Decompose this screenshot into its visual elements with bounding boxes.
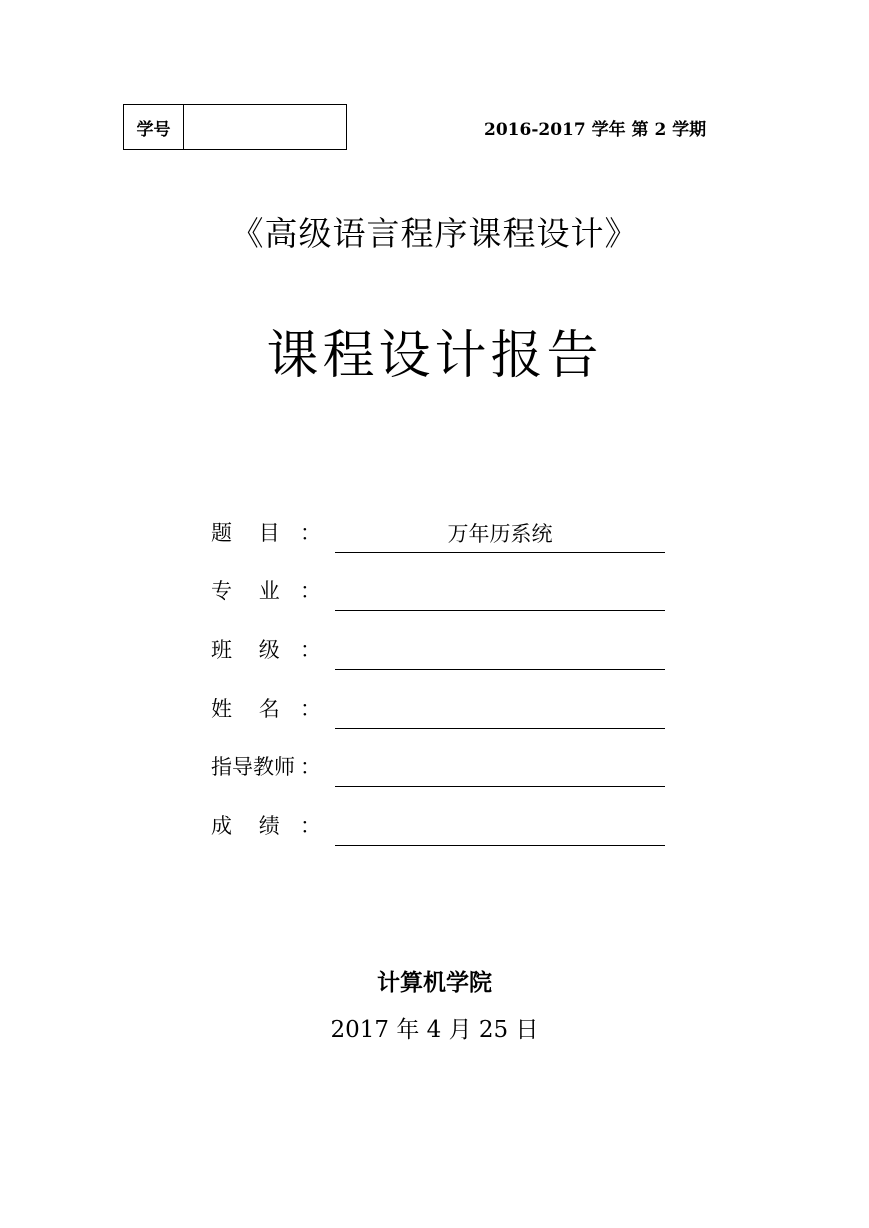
major-field[interactable]: [335, 574, 665, 611]
college-name: 计算机学院: [377, 970, 492, 996]
field-row-class: [211, 630, 665, 670]
academic-term: 2016-2017 学年 第 2 学期: [484, 120, 707, 140]
field-label-name: [211, 693, 321, 723]
field-row-grade: [211, 806, 665, 846]
field-row-advisor: [211, 747, 665, 787]
field-colon: ：: [300, 638, 321, 662]
field-label-text: 班 级: [211, 638, 280, 662]
field-label-text: 专 业: [211, 579, 280, 603]
field-label-topic: [211, 517, 321, 547]
field-label-text: 姓 名: [211, 697, 280, 721]
report-title: 课程设计报告: [266, 326, 603, 386]
student-id-field[interactable]: [184, 105, 346, 149]
field-label-major: [211, 575, 321, 605]
class-field[interactable]: [335, 633, 665, 670]
field-colon: ：: [300, 697, 321, 721]
field-row-major: [211, 571, 665, 611]
student-id-box: [123, 104, 347, 150]
field-label-class: [211, 634, 321, 664]
field-label-grade: [211, 810, 321, 840]
field-colon: ：: [300, 579, 321, 603]
topic-field[interactable]: 万年历系统: [335, 516, 665, 553]
course-title: 《高级语言程序课程设计》: [230, 214, 639, 253]
field-colon: ：: [300, 755, 321, 779]
field-row-topic: [211, 513, 665, 553]
grade-field[interactable]: [335, 809, 665, 846]
field-label-advisor: [211, 751, 321, 781]
field-label-text: 指导教师: [211, 755, 295, 779]
student-id-label: 学号: [124, 105, 184, 149]
field-label-text: 题 目: [211, 521, 280, 545]
field-colon: ：: [300, 814, 321, 838]
name-field[interactable]: [335, 692, 665, 729]
field-label-text: 成 绩: [211, 814, 280, 838]
advisor-field[interactable]: [335, 750, 665, 787]
field-colon: ：: [300, 521, 321, 545]
report-date: 2017 年 4 月 25 日: [330, 1017, 539, 1043]
field-row-name: [211, 689, 665, 729]
